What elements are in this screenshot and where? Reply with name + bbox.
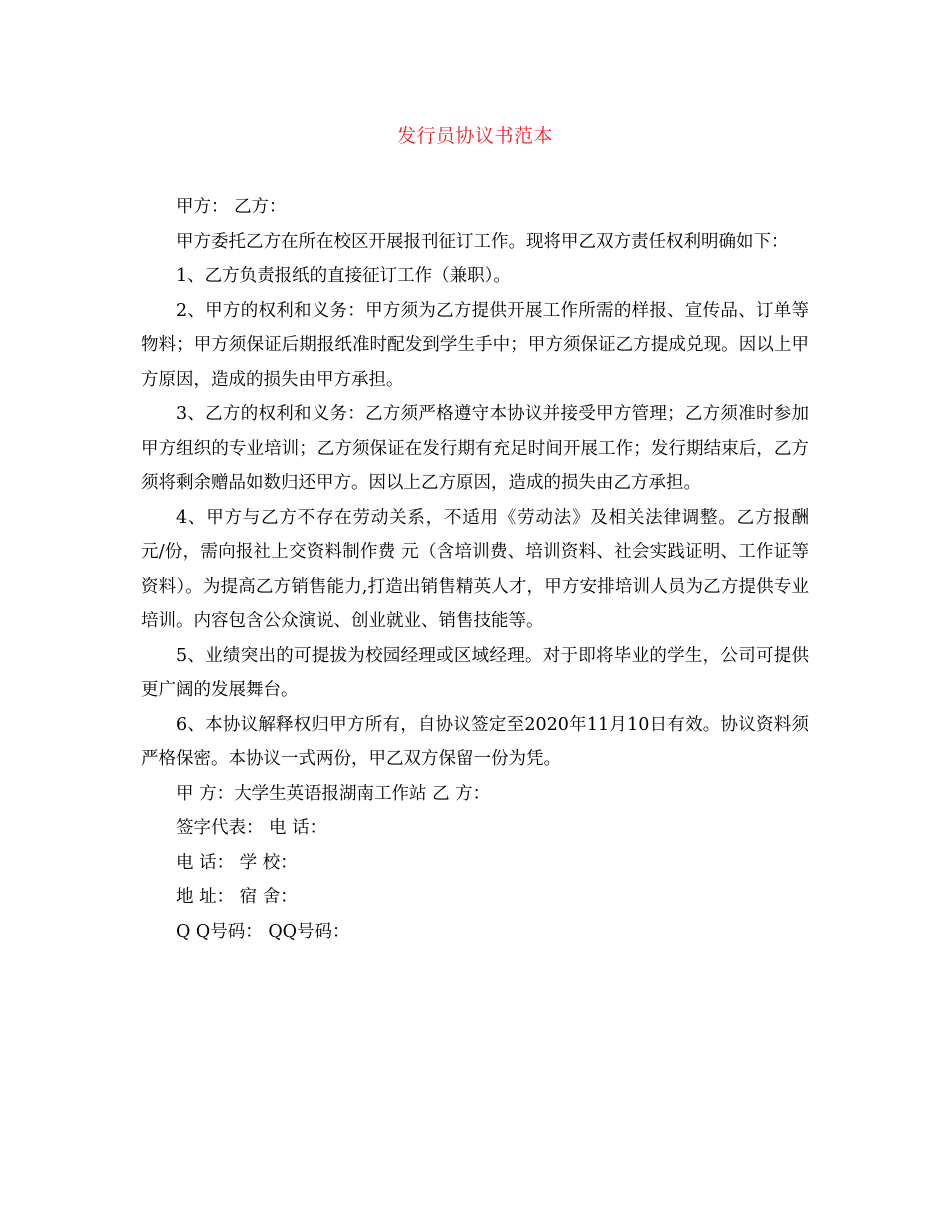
- document-body: [141, 190, 809, 949]
- parties-line: 甲方： 乙方：: [176, 197, 287, 217]
- signature-representative-line: 签字代表： 电 话：: [176, 818, 328, 838]
- clause-1: 1、乙方负责报纸的直接征订工作（兼职）。: [176, 266, 511, 286]
- document-title: 发行员协议书范本: [396, 125, 553, 147]
- clause-3: 3、乙方的权利和义务：乙方须严格遵守本协议并接受甲方管理；乙方须准时参加甲方组织的专业培训；乙方须保证在发行期有充足时间开展工作；发行期结束后，乙方须将剩余赠品如数归还甲方。因以上乙方原因，造成的损失由乙方承担。: [141, 404, 809, 493]
- clause-5: 5、业绩突出的可提拔为校园经理或区域经理。对于即将毕业的学生，公司可提供更广阔的发展舞台。: [141, 645, 809, 700]
- signature-party-line: 甲 方：大学生英语报湖南工作站 乙 方：: [176, 783, 491, 804]
- intro-paragraph: 甲方委托乙方在所在校区开展报刊征订工作。现将甲乙双方责任权利明确如下：: [176, 231, 789, 252]
- signature-address-line: 地 址： 宿 舍：: [176, 887, 298, 907]
- clause-2: 2、甲方的权利和义务：甲方须为乙方提供开展工作所需的样报、宣传品、订单等物料；甲方须保证后期报纸准时配发到学生手中；甲方须保证乙方提成兑现。因以上甲方原因，造成的损失由甲方承担。: [141, 300, 809, 390]
- clause-6: 6、本协议解释权归甲方所有，自协议签定至2020年11月10日有效。协议资料须严格保密。本协议一式两份，甲乙双方保留一份为凭。: [141, 714, 809, 769]
- signature-phone-line: 电 话： 学 校：: [176, 852, 298, 873]
- clause-4: 4、甲方与乙方不存在劳动关系，不适用《劳动法》及相关法律调整。乙方报酬 元/份，需向报社上交资料制作费 元（含培训费、培训资料、社会实践证明、工作证等资料）。为提高乙方销售能力,打造出销售精英人才，甲方安排培训人员为乙方提供专业培训。内容包含公众演说、创业就业、销售技能等。: [141, 507, 809, 631]
- signature-qq-line: Q Q号码： QQ号码：: [176, 921, 350, 942]
